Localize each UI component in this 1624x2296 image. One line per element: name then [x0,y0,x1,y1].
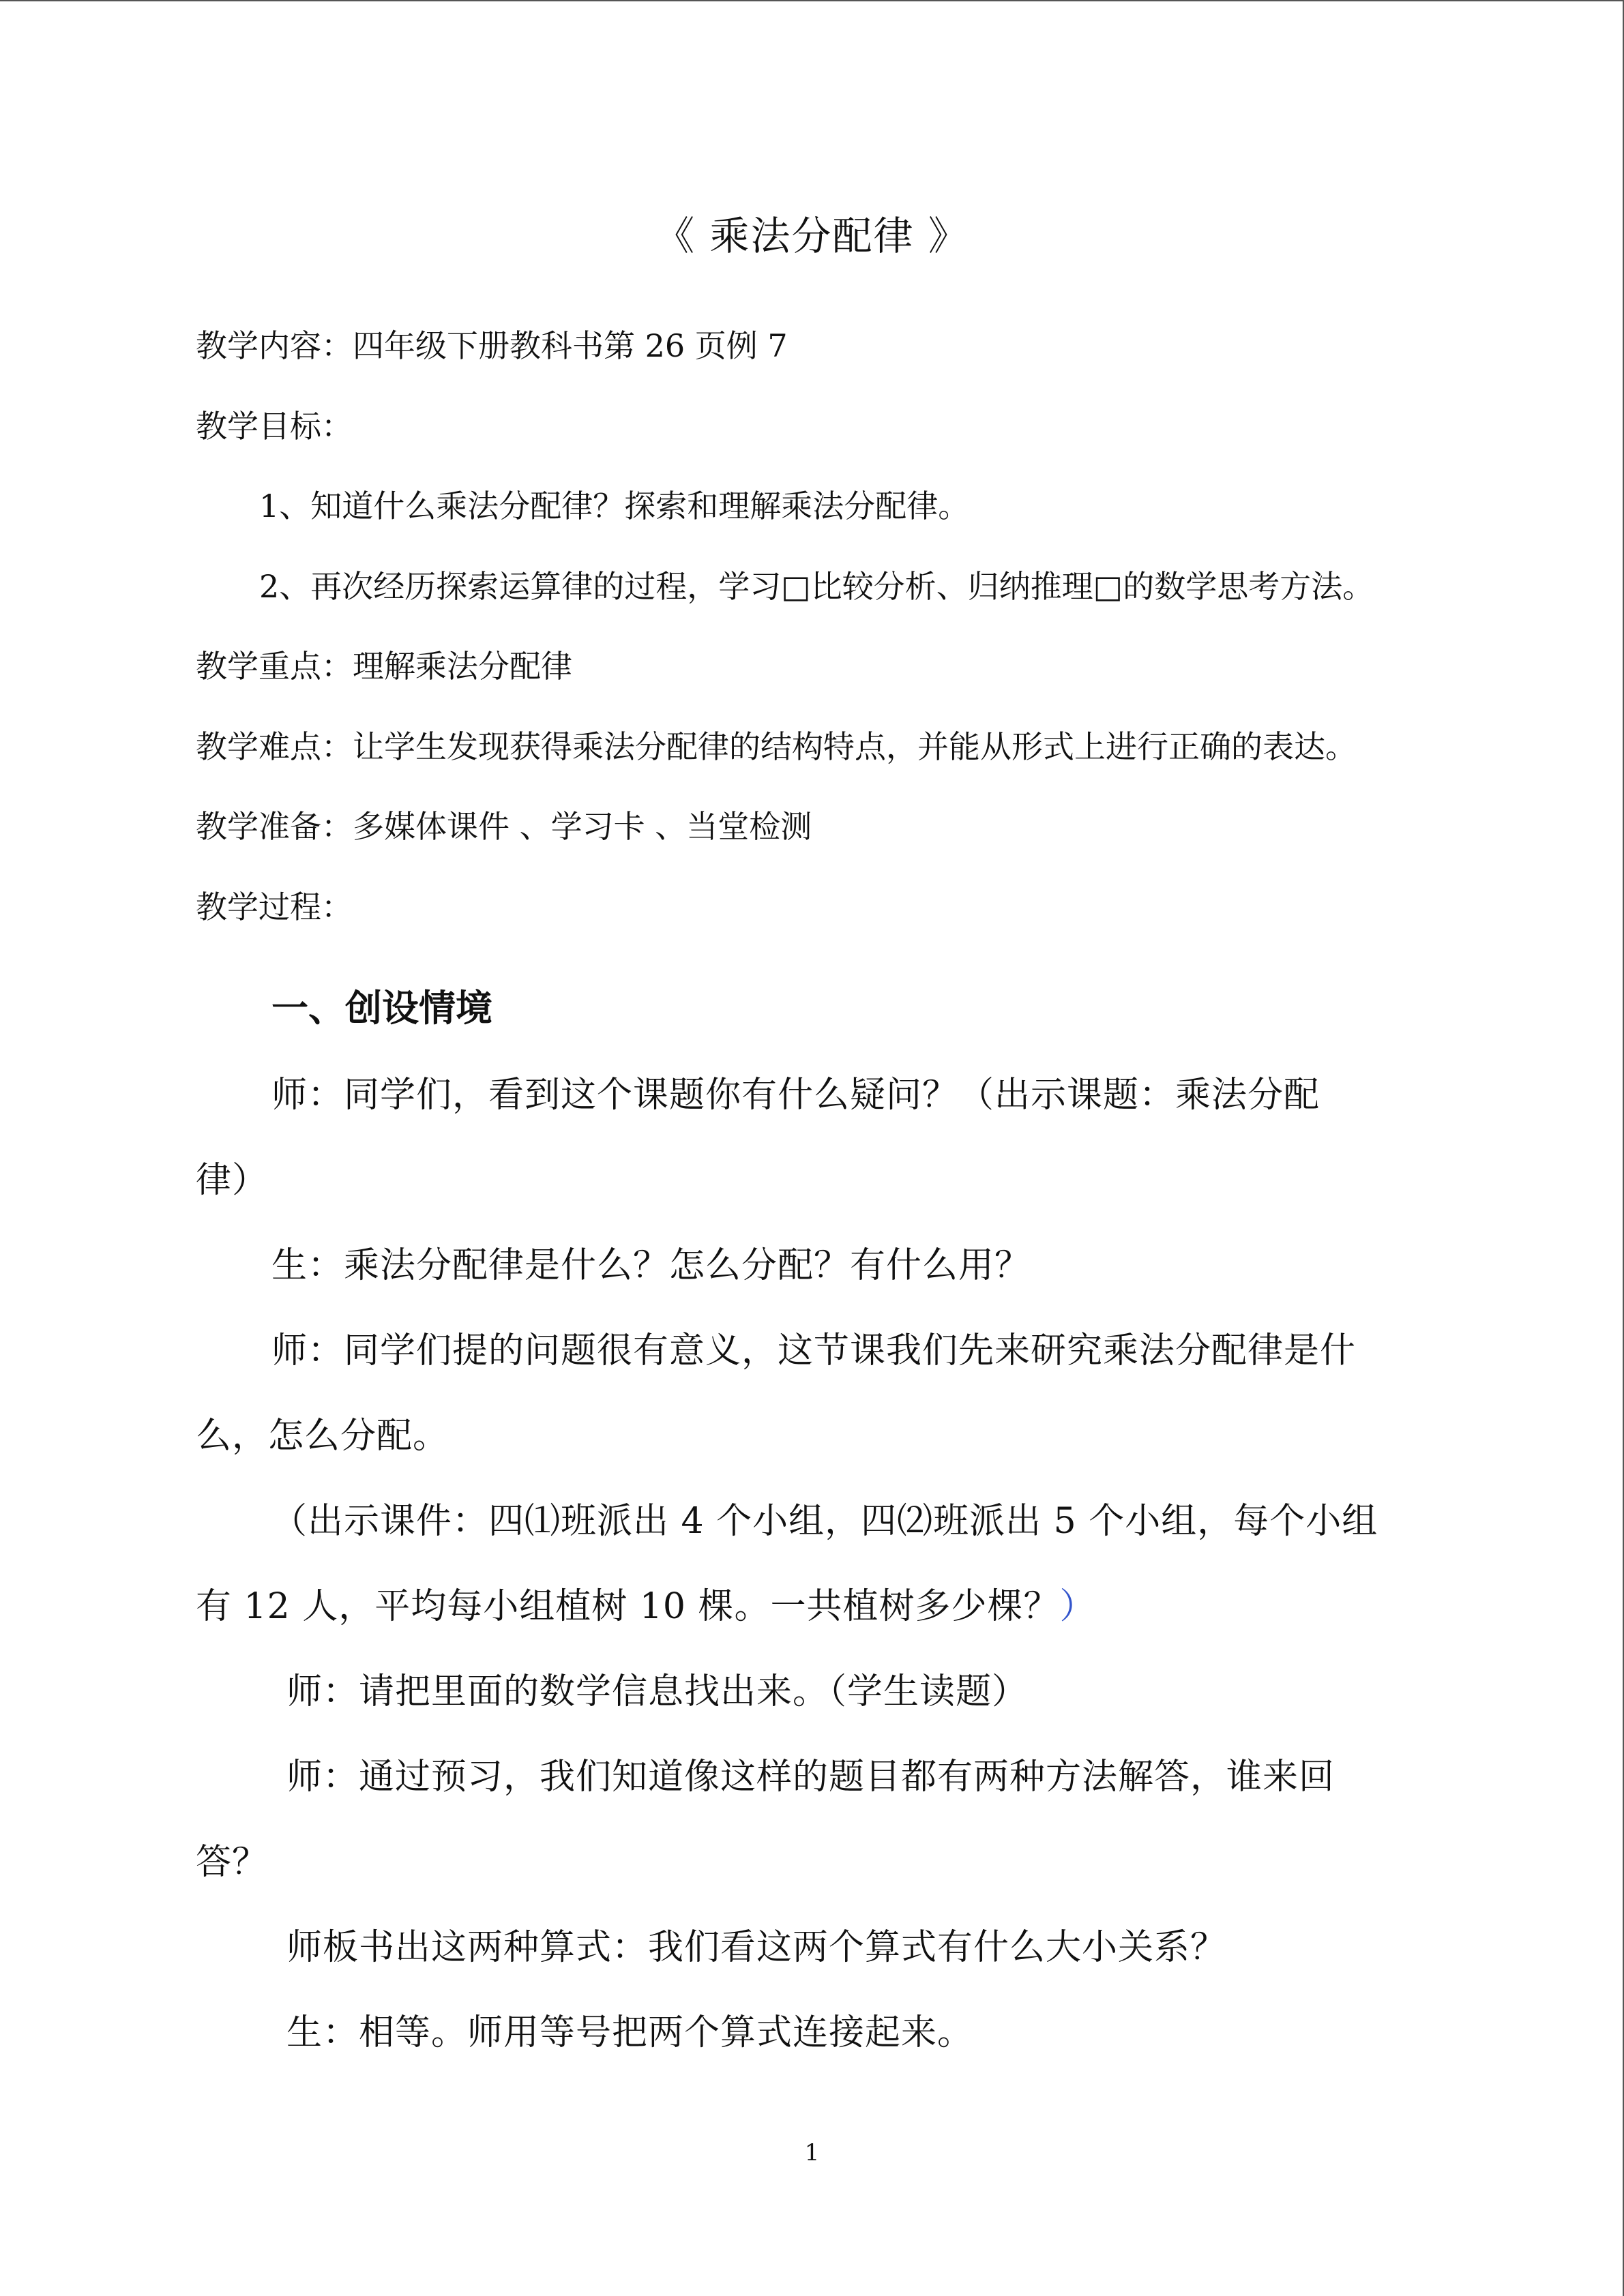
paragraph-line: 师：同学们提的问题很有意义，这节课我们先来研究乘法分配律是什 [271,1330,1357,1371]
paragraph-line: 答？ [196,1842,269,1883]
document-title: 《 乘法分配律 》 [655,213,969,259]
paragraph-line: 生：相等。师用等号把两个算式连接起来。 [286,2012,974,2053]
closing-parenthesis: ） [1059,1586,1096,1627]
paragraph-line: 么，怎么分配。 [196,1416,449,1457]
process-label: 教学过程： [196,889,353,925]
paragraph-line: 生：乘法分配律是什么？怎么分配？有什么用？ [271,1245,1031,1286]
paragraph-text: 有 12 人，平均每小组植树 10 棵。一共植树多少棵？ [196,1586,1060,1627]
paragraph-line: 师：通过预习，我们知道像这样的题目都有两种方法解答，谁来回 [286,1757,1335,1798]
objective-item: 1、知道什么乘法分配律？探索和理解乘法分配律。 [259,488,970,524]
paragraph-line: 律） [196,1160,269,1201]
paragraph-line: 师板书出这两种算式：我们看这两个算式有什么大小关系？ [286,1927,1227,1968]
preparation: 教学准备：多媒体课件 、学习卡 、当堂检测 [196,808,812,845]
paragraph-line: （出示课件：四⑴班派出 4 个小组，四⑵班派出 5 个小组，每个小组 [271,1501,1378,1542]
page-number: 1 [804,2139,820,2166]
objective-item: 2、再次经历探索运算律的过程，学习□比较分析、归纳推理□的数学思考方法。 [259,568,1374,605]
paragraph-line [196,1586,1096,1627]
paragraph-line: 师：同学们，看到这个课题你有什么疑问？（出示课题：乘法分配 [271,1075,1320,1116]
teaching-content: 教学内容：四年级下册教科书第 26 页例 7 [196,327,788,364]
difficulty: 教学难点：让学生发现获得乘法分配律的结构特点，并能从形式上进行正确的表达。 [196,728,1357,765]
section-heading: 一、创设情境 [271,987,492,1030]
paragraph-line: 师：请把里面的数学信息找出来。（学生读题） [286,1671,1029,1712]
key-point: 教学重点：理解乘法分配律 [196,648,572,685]
objectives-label: 教学目标： [196,408,353,445]
